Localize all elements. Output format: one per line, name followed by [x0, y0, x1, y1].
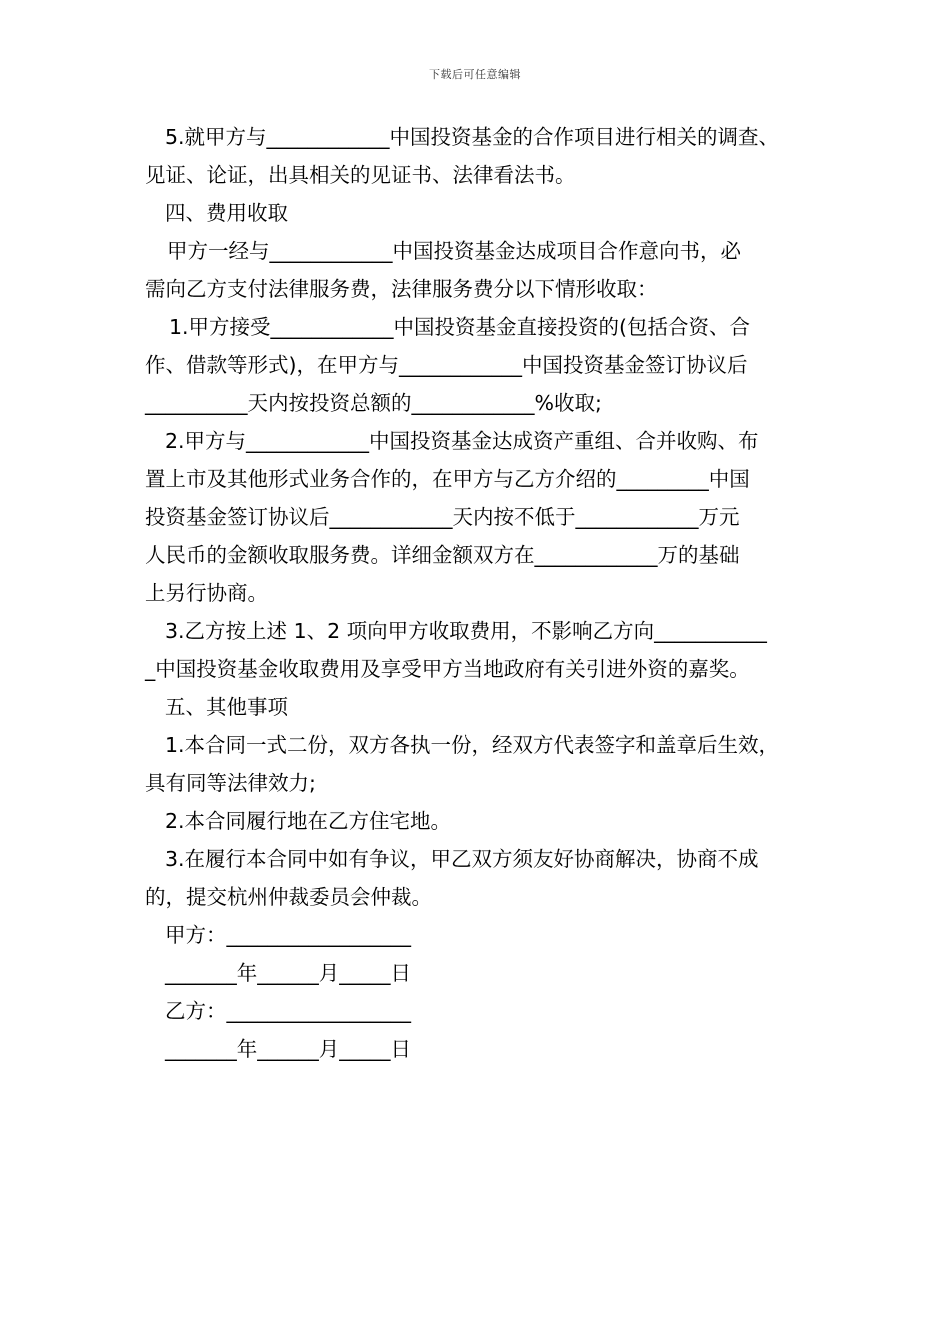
- paragraph-line: 2.甲方与____________中国投资基金达成资产重组、合并收购、布: [165, 429, 759, 453]
- paragraph-line: 投资基金签订协议后____________天内按不低于____________万元: [145, 505, 740, 529]
- paragraph-line: 1.本合同一式二份，双方各执一份，经双方代表签字和盖章后生效，: [165, 733, 780, 757]
- paragraph-line: 见证、论证，出具相关的见证书、法律看法书。: [145, 163, 576, 187]
- party-b-signature: 乙方：__________________: [165, 999, 411, 1023]
- paragraph-line: 的，提交杭州仲裁委员会仲裁。: [145, 885, 432, 909]
- contract-body: [145, 118, 825, 1068]
- paragraph-line: 需向乙方支付法律服务费，法律服务费分以下情形收取：: [145, 277, 658, 301]
- paragraph-line: 具有同等法律效力;: [145, 771, 316, 795]
- paragraph-line: 1.甲方接受____________中国投资基金直接投资的(包括合资、合: [169, 315, 751, 339]
- section-heading-other: 五、其他事项: [165, 695, 288, 719]
- paragraph-line: 甲方一经与____________中国投资基金达成项目合作意向书，必: [167, 239, 741, 263]
- party-a-signature: 甲方：__________________: [165, 923, 411, 947]
- section-heading-fees: 四、费用收取: [165, 201, 288, 225]
- paragraph-line: 置上市及其他形式业务合作的，在甲方与乙方介绍的_________中国: [145, 467, 750, 491]
- paragraph-line: 作、借款等形式)，在甲方与____________中国投资基金签订协议后: [145, 353, 748, 377]
- paragraph-line: 5.就甲方与____________中国投资基金的合作项目进行相关的调查、: [165, 125, 780, 149]
- paragraph-line: __________天内按投资总额的____________%收取;: [145, 391, 602, 415]
- paragraph-line: 3.乙方按上述 1、2 项向甲方收取费用，不影响乙方向___________: [165, 619, 767, 643]
- paragraph-line: 上另行协商。: [145, 581, 268, 605]
- party-b-date: _______年______月_____日: [165, 1037, 411, 1061]
- party-a-date: _______年______月_____日: [165, 961, 411, 985]
- paragraph-line: 2.本合同履行地在乙方住宅地。: [165, 809, 452, 833]
- paragraph-line: 人民币的金额收取服务费。详细金额双方在____________万的基础: [145, 543, 740, 567]
- paragraph-line: _中国投资基金收取费用及享受甲方当地政府有关引进外资的嘉奖。: [145, 657, 750, 681]
- page-header: 下载后可任意编辑: [429, 68, 521, 81]
- paragraph-line: 3.在履行本合同中如有争议，甲乙双方须友好协商解决，协商不成: [165, 847, 759, 871]
